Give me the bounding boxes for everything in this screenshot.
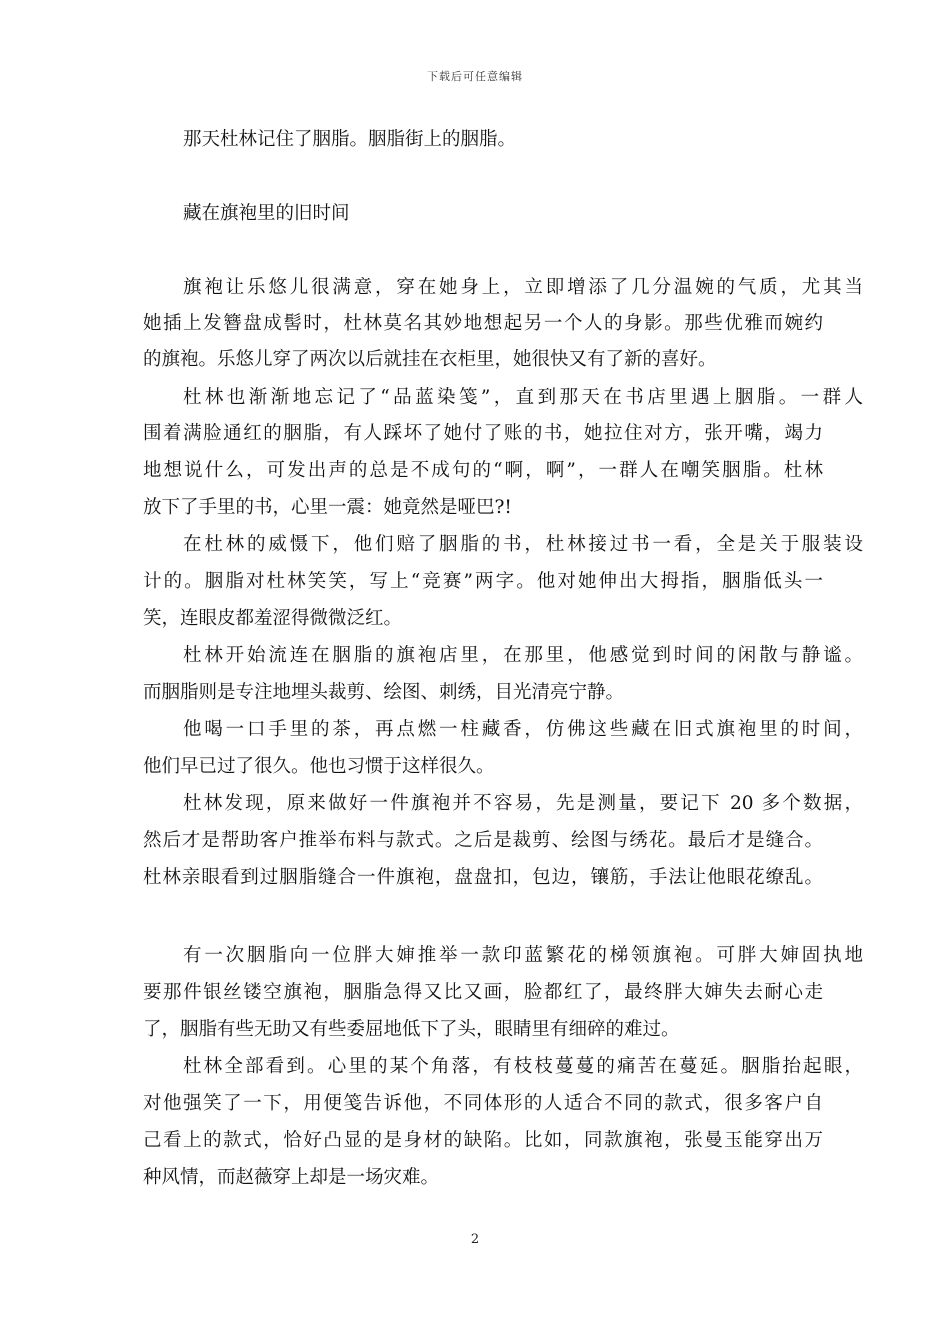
text-line: 种风情，而赵薇穿上却是一场灾难。 — [143, 1167, 440, 1188]
text-line: 笑，连眼皮都羞涩得微微泛红。 — [143, 608, 403, 629]
text-line: 对他强笑了一下，用便笺告诉他，不同体形的人适合不同的款式，很多客户自 — [143, 1093, 823, 1114]
text-line: 他喝一口手里的茶，再点燃一柱藏香，仿佛这些藏在旧式旗袍里的时间， — [183, 719, 863, 740]
text-line: 旗袍让乐悠儿很满意，穿在她身上，立即增添了几分温婉的气质，尤其当 — [183, 277, 863, 298]
text-line: 她插上发簪盘成髻时，杜林莫名其妙地想起另一个人的身影。那些优雅而婉约 — [143, 313, 823, 334]
header-note: 下载后可任意编辑 — [427, 70, 523, 83]
text-line: 地想说什么，可发出声的总是不成句的“啊，啊”，一群人在嘲笑胭脂。杜林 — [143, 460, 823, 481]
text-line: 杜林全部看到。心里的某个角落，有枝枝蔓蔓的痛苦在蔓延。胭脂抬起眼， — [183, 1056, 863, 1077]
text-line: 杜林发现，原来做好一件旗袍并不容易，先是测量，要记下 20 多个数据， — [183, 793, 863, 814]
text-line: 杜林也渐渐地忘记了“品蓝染笺”，直到那天在书店里遇上胭脂。一群人 — [183, 387, 863, 408]
text-line: 要那件银丝镂空旗袍，胭脂急得又比又画，脸都红了，最终胖大婶失去耐心走 — [143, 982, 823, 1003]
text-line: 有一次胭脂向一位胖大婶推举一款印蓝繁花的梯领旗袍。可胖大婶固执地 — [183, 945, 863, 966]
text-line: 的旗袍。乐悠儿穿了两次以后就挂在衣柜里，她很快又有了新的喜好。 — [143, 349, 717, 370]
text-line: 他们早已过了很久。他也习惯于这样很久。 — [143, 756, 495, 777]
text-line: 计的。胭脂对杜林笑笑，写上“竞赛”两字。他对她伸出大拇指，胭脂低头一 — [143, 571, 823, 592]
text-line: 围着满脸通红的胭脂，有人踩坏了她付了账的书，她拉住对方，张开嘴，竭力 — [143, 423, 823, 444]
text-line: 杜林亲眼看到过胭脂缝合一件旗袍，盘盘扣，包边，镶筋，手法让他眼花缭乱。 — [143, 867, 823, 888]
text-line: 己看上的款式，恰好凸显的是身材的缺陷。比如，同款旗袍，张曼玉能穿出万 — [143, 1130, 823, 1151]
text-line: 那天杜林记住了胭脂。胭脂街上的胭脂。 — [183, 129, 517, 150]
text-line: 了，胭脂有些无助又有些委屈地低下了头，眼睛里有细碎的难过。 — [143, 1019, 680, 1040]
text-line: 然后才是帮助客户推举布料与款式。之后是裁剪、绘图与绣花。最后才是缝合。 — [143, 830, 823, 851]
page-number: 2 — [470, 1232, 480, 1247]
text-line: 杜林开始流连在胭脂的旗袍店里，在那里，他感觉到时间的闲散与静谧。 — [183, 645, 863, 666]
text-line: 而胭脂则是专注地埋头裁剪、绘图、刺绣，目光清亮宁静。 — [143, 682, 625, 703]
text-line: 在杜林的威慑下，他们赔了胭脂的书，杜林接过书一看，全是关于服装设 — [183, 534, 863, 555]
section-heading: 藏在旗袍里的旧时间 — [183, 203, 350, 224]
text-line: 放下了手里的书，心里一震：她竟然是哑巴?! — [143, 497, 512, 518]
